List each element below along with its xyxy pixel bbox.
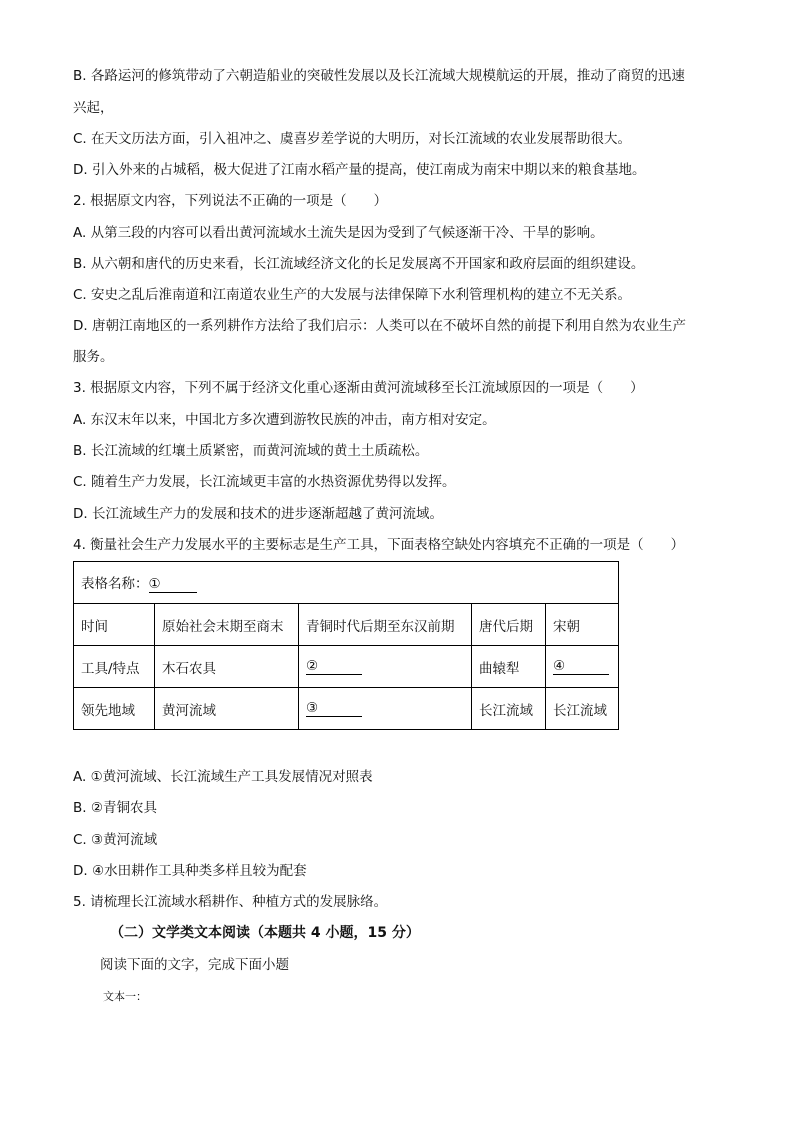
question-stem: 4. 衡量社会生产力发展水平的主要标志是生产工具，下面表格空缺处内容填充不正确的一项是（ ） bbox=[73, 537, 685, 553]
option-text: A. ①黄河流域、长江流域生产工具发展情况对照表 bbox=[73, 769, 373, 785]
option-text: D. 唐朝江南地区的一系列耕作方法给了我们启示：人类可以在不破坏自然的前提下利用自然为农业生产 bbox=[73, 318, 686, 334]
option-text: A. 东汉末年以来，中国北方多次遭到游牧民族的冲击，南方相对安定。 bbox=[73, 412, 496, 428]
comparison-table bbox=[73, 561, 619, 730]
option-text: C. ③黄河流域 bbox=[73, 832, 158, 848]
option-text: D. ④水田耕作工具种类多样且较为配套 bbox=[73, 863, 307, 879]
fill-blank: ② bbox=[306, 658, 362, 675]
table-cell: 时间 bbox=[74, 604, 155, 646]
option-text: B. 从六朝和唐代的历史来看，长江流域经济文化的长足发展离不开国家和政府层面的组织建设。 bbox=[73, 256, 645, 272]
option-text: A. 从第三段的内容可以看出黄河流域水土流失是因为受到了气候逐渐干冷、干旱的影响。 bbox=[73, 225, 604, 241]
option-text: C. 在天文历法方面，引入祖冲之、虞喜岁差学说的大明历，对长江流域的农业发展帮助很大。 bbox=[73, 131, 632, 147]
section-title: （二）文学类文本阅读（本题共 4 小题，15 分） bbox=[110, 925, 420, 941]
question-stem: 5. 请梳理长江流域水稻耕作、种植方式的发展脉络。 bbox=[73, 894, 388, 910]
table-cell bbox=[546, 646, 619, 688]
table-cell: 原始社会末期至商末 bbox=[155, 604, 299, 646]
option-text: D. 长江流域生产力的发展和技术的进步逐渐超越了黄河流域。 bbox=[73, 506, 443, 522]
fill-blank: ③ bbox=[306, 700, 362, 717]
option-text: B. 各路运河的修筑带动了六朝造船业的突破性发展以及长江流域大规模航运的开展，推动了商贸的迅速 bbox=[73, 68, 685, 84]
table-cell: 工具/特点 bbox=[74, 646, 155, 688]
table-row bbox=[74, 604, 619, 646]
table-row bbox=[74, 688, 619, 730]
table-cell bbox=[299, 646, 472, 688]
option-text: 兴起， bbox=[73, 100, 114, 116]
table-cell: 青铜时代后期至东汉前期 bbox=[299, 604, 472, 646]
fill-blank: ④ bbox=[553, 658, 609, 675]
table-cell: 唐代后期 bbox=[472, 604, 546, 646]
option-text: B. 长江流域的红壤土质紧密，而黄河流域的黄土土质疏松。 bbox=[73, 443, 429, 459]
fill-blank: ① bbox=[149, 576, 197, 593]
option-text: B. ②青铜农具 bbox=[73, 800, 157, 816]
table-title-cell bbox=[74, 562, 619, 604]
table-cell: 领先地域 bbox=[74, 688, 155, 730]
table-title-row bbox=[74, 562, 619, 604]
table-row bbox=[74, 646, 619, 688]
text-label: 文本一： bbox=[103, 990, 147, 1003]
option-text: 服务。 bbox=[73, 349, 114, 365]
table-cell bbox=[299, 688, 472, 730]
option-text: C. 安史之乱后淮南道和江南道农业生产的大发展与法律保障下水利管理机构的建立不无关系。 bbox=[73, 287, 632, 303]
question-stem: 2. 根据原文内容，下列说法不正确的一项是（ ） bbox=[73, 193, 388, 209]
option-text: C. 随着生产力发展，长江流域更丰富的水热资源优势得以发挥。 bbox=[73, 474, 456, 490]
table-cell: 长江流域 bbox=[472, 688, 546, 730]
option-text: D. 引入外来的占城稻，极大促进了江南水稻产量的提高，使江南成为南宋中期以来的粮食基地。 bbox=[73, 162, 646, 178]
table-cell: 黄河流域 bbox=[155, 688, 299, 730]
table-cell: 木石农具 bbox=[155, 646, 299, 688]
table-cell: 宋朝 bbox=[546, 604, 619, 646]
table-cell: 曲辕犁 bbox=[472, 646, 546, 688]
table-cell: 长江流域 bbox=[546, 688, 619, 730]
section-intro: 阅读下面的文字，完成下面小题 bbox=[100, 957, 289, 973]
question-stem: 3. 根据原文内容，下列不属于经济文化重心逐渐由黄河流域移至长江流域原因的一项是（ ） bbox=[73, 380, 644, 396]
table-title-label: 表格名称： bbox=[81, 576, 149, 592]
